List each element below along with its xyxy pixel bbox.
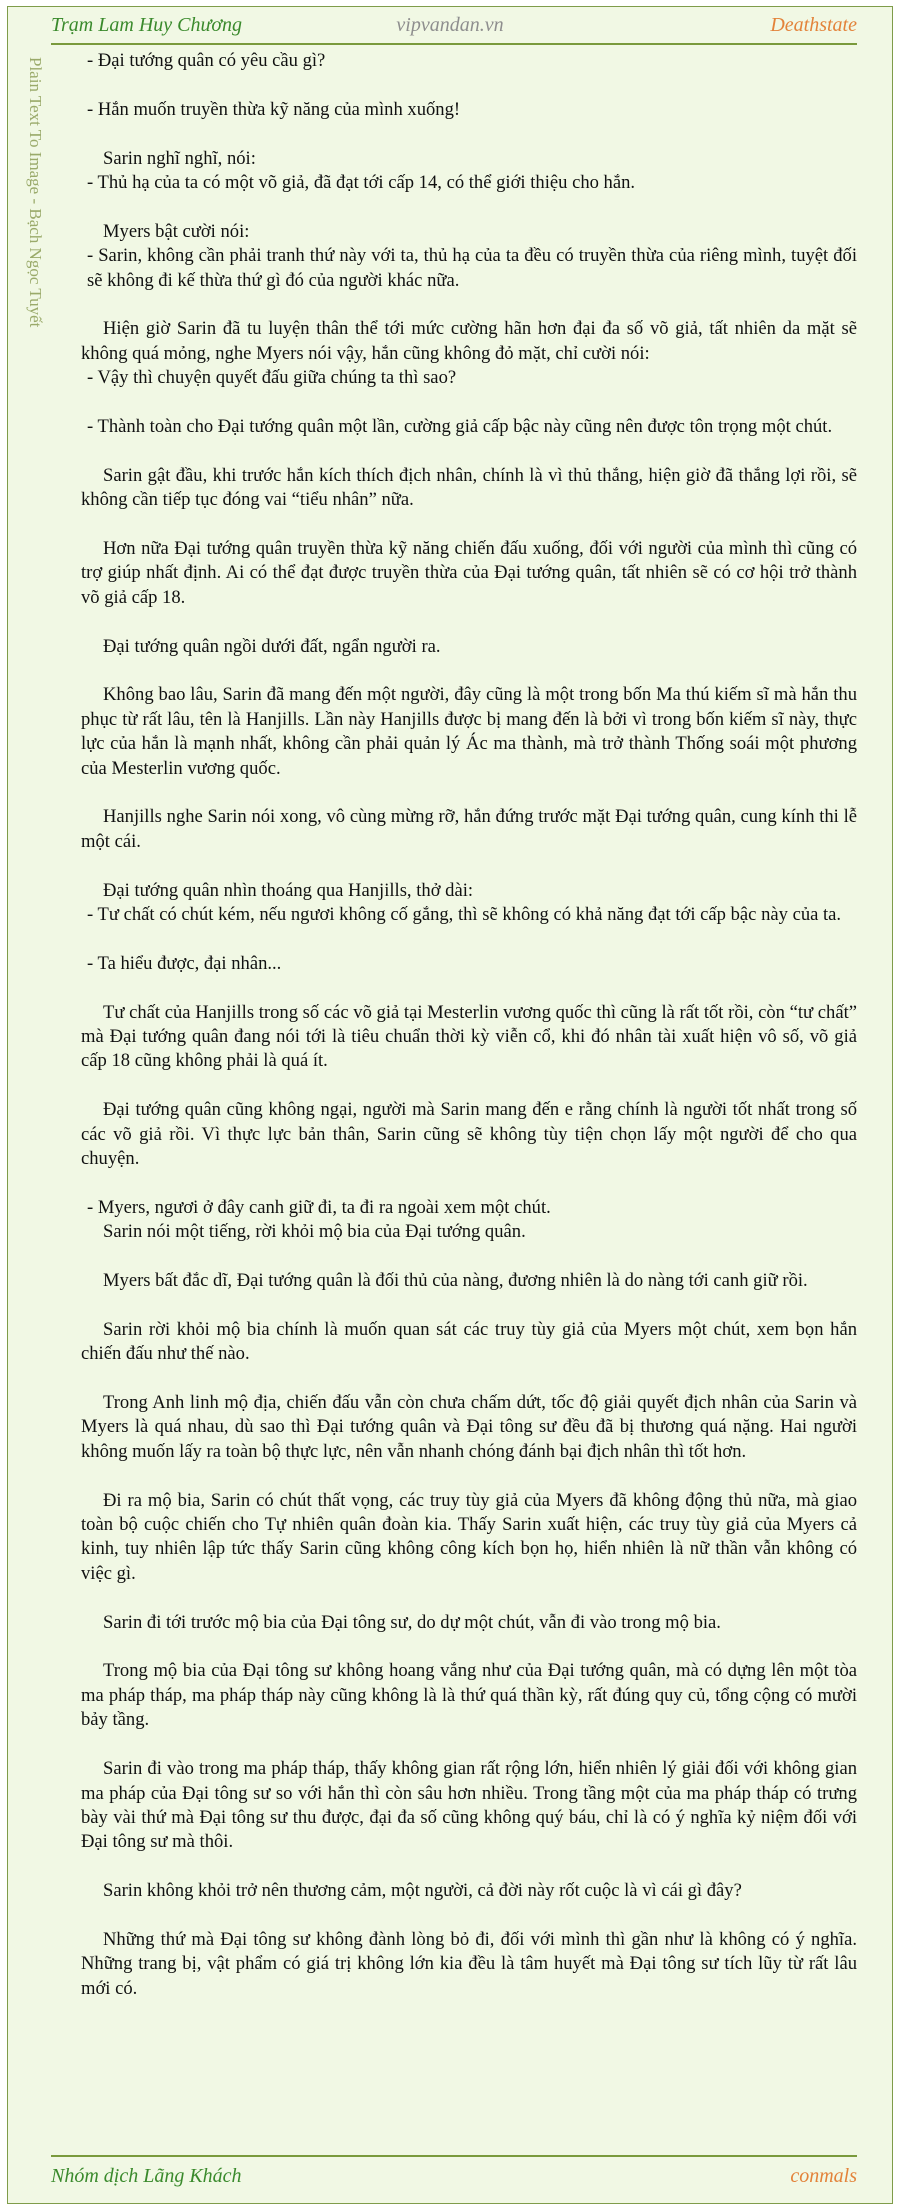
paragraph-gap <box>81 854 857 878</box>
page-header <box>8 7 892 43</box>
page-footer <box>8 2159 892 2195</box>
header-translator-group: Trạm Lam Huy Chương <box>51 14 243 36</box>
paragraph-line: Những thứ mà Đại tông sư không đành lòng bỏ đi, đối với mình thì gần như là không có ý nghĩa. Những trang bị, vật phẩm có giá trị không lớn kia đều là tâm huyết mà Đại tông sư tích lũy từ rất lâu mới có. <box>81 1928 857 1999</box>
paragraph-line: - Ta hiểu được, đại nhân... <box>87 952 282 974</box>
paragraph-gap <box>81 1171 857 1195</box>
story-text <box>81 49 857 2001</box>
paragraph-gap <box>81 293 857 317</box>
footer-editor: conmals <box>790 2165 857 2187</box>
paragraph-line: Sarin đi vào trong ma pháp tháp, thấy không gian rất rộng lớn, hiển nhiên lý giải đối với không gian ma pháp của Đại tông sư so với hắn thì còn sâu hơn nhiều. Trong tầng một của ma pháp tháp có trưng bày vài thứ mà Đại tông sư thu được, đại đa số cũng không quý báu, chỉ là có ý nghĩa kỷ niệm đối với Đại tông sư mà thôi. <box>81 1758 857 1853</box>
footer-divider <box>51 2155 857 2157</box>
header-site-name: vipvandan.vn <box>396 14 504 36</box>
paragraph-line: - Sarin, không cần phải tranh thứ này với ta, thủ hạ của ta đều có truyền thừa của riêng mình, tuyệt đối sẽ không đi kế thừa thứ gì đó của người khác nữa. <box>87 245 857 291</box>
paragraph-line: - Thủ hạ của ta có một võ giả, đã đạt tới cấp 14, có thể giới thiệu cho hắn. <box>87 172 636 193</box>
paragraph-gap <box>81 927 857 951</box>
paragraph-line: Đại tướng quân ngồi dưới đất, ngẩn người ra. <box>103 635 441 657</box>
page-frame <box>7 6 893 2204</box>
footer-translator: Nhóm dịch Lãng Khách <box>51 2165 242 2187</box>
paragraph-line: Sarin nghĩ nghĩ, nói: <box>103 147 256 169</box>
paragraph-gap <box>81 1293 857 1317</box>
paragraph-gap <box>81 976 857 1000</box>
paragraph-gap <box>81 1367 857 1391</box>
sidebar <box>17 57 45 477</box>
paragraph-line: Hanjills nghe Sarin nói xong, vô cùng mừng rỡ, hắn đứng trước mặt Đại tướng quân, cung kính thi lễ một cái. <box>81 806 857 852</box>
header-author: Deathstate <box>770 14 857 36</box>
paragraph-gap <box>81 610 857 634</box>
paragraph-gap <box>81 391 857 415</box>
paragraph-line: Hơn nữa Đại tướng quân truyền thừa kỹ năng chiến đấu xuống, đối với người của mình thì cũng có trợ giúp nhất định. Ai có thể đạt được truyền thừa của Đại tướng quân, tất nhiên sẽ có cơ hội trở thành võ giả cấp 18. <box>81 538 857 608</box>
paragraph-gap <box>81 1904 857 1928</box>
paragraph-line: Đại tướng quân cũng không ngại, người mà Sarin mang đến e rằng chính là người tốt nhất trong số các võ giả rồi. Vì thực lực bản thân, Sarin cũng sẽ không tùy tiện chọn lấy một người để cho qua chuyện. <box>81 1099 857 1170</box>
paragraph-gap <box>81 73 857 97</box>
paragraph-line: - Vậy thì chuyện quyết đấu giữa chúng ta thì sao? <box>87 367 457 389</box>
paragraph-line: - Hắn muốn truyền thừa kỹ năng của mình xuống! <box>87 98 461 120</box>
paragraph-gap <box>81 513 857 537</box>
paragraph-line: Sarin gật đầu, khi trước hắn kích thích địch nhân, chính là vì thủ thắng, hiện giờ đã thắng lợi rồi, sẽ không cần tiếp tục đóng vai “tiểu nhân” nữa. <box>81 464 857 511</box>
paragraph-gap <box>81 1464 857 1488</box>
paragraph-gap <box>81 1635 857 1659</box>
paragraph-gap <box>81 1855 857 1879</box>
paragraph-line: Sarin nói một tiếng, rời khỏi mộ bia của Đại tướng quân. <box>103 1221 526 1243</box>
paragraph-line: - Đại tướng quân có yêu cầu gì? <box>87 50 326 71</box>
paragraph-line: - Thành toàn cho Đại tướng quân một lần, cường giả cấp bậc này cũng nên được tôn trọng một chút. <box>87 416 833 438</box>
paragraph-gap <box>81 781 857 805</box>
paragraph-line: Hiện giờ Sarin đã tu luyện thân thể tới mức cường hãn hơn đại đa số võ giả, tất nhiên da mặt sẽ không quá mỏng, nghe Myers nói vậy, hắn cũng không đỏ mặt, chỉ cười nói: <box>81 318 857 364</box>
paragraph-line: - Myers, ngươi ở đây canh giữ đi, ta đi ra ngoài xem một chút. <box>87 1196 551 1218</box>
paragraph-gap <box>81 1245 857 1269</box>
paragraph-line: Không bao lâu, Sarin đã mang đến một người, đây cũng là một trong bốn Ma thú kiếm sĩ mà hắn thu phục từ rất lâu, tên là Hanjills. Lần này Hanjills được bị mang đến là bởi vì trong bốn kiếm sĩ này, thực lực của hắn là mạnh nhất, không cần phải quản lý Ác ma thành, mà trở thành Thống soái một phương của Mesterlin vương quốc. <box>81 684 857 779</box>
paragraph-line: Đi ra mộ bia, Sarin có chút thất vọng, các truy tùy giả của Myers đã không động thủ nữa, mà giao toàn bộ cuộc chiến cho Tự nhiên quân đoàn kia. Thấy Sarin xuất hiện, các truy tùy giả của Myers cả kinh, tuy nhiên lập tức thấy Sarin cũng không công kích bọn họ, hiển nhiên là nữ thần vẫn không có việc gì. <box>81 1489 857 1584</box>
paragraph-line: Sarin không khỏi trở nên thương cảm, một người, cả đời này rốt cuộc là vì cái gì đây? <box>103 1880 742 1902</box>
paragraph-line: Myers bật cười nói: <box>103 220 250 242</box>
paragraph-line: Sarin rời khỏi mộ bia chính là muốn quan sát các truy tùy giả của Myers một chút, xem bọn hắn chiến đấu như thế nào. <box>81 1318 857 1365</box>
paragraph-gap <box>81 122 857 146</box>
paragraph-gap <box>81 659 857 683</box>
paragraph-line: Trong mộ bia của Đại tông sư không hoang vắng như của Đại tướng quân, mà có dựng lên một tòa ma pháp tháp, ma pháp tháp này cũng không là là thứ quá thần kỳ, rất đúng quy củ, tổng cộng có mười bảy tầng. <box>81 1660 857 1731</box>
paragraph-line: Myers bất đắc dĩ, Đại tướng quân là đối thủ của nàng, đương nhiên là do nàng tới canh giữ rồi. <box>103 1270 808 1292</box>
paragraph-gap <box>81 1074 857 1098</box>
paragraph-line: Tư chất của Hanjills trong số các võ giả tại Mesterlin vương quốc thì cũng là rất tốt rồi, còn “tư chất” mà Đại tướng quân đang nói tới là tiêu chuẩn thời kỳ viễn cổ, khi đó nhân tài xuất hiện vô số, võ giả cấp 18 cũng không phải là quá ít. <box>81 1001 857 1072</box>
paragraph-line: Trong Anh linh mộ địa, chiến đấu vẫn còn chưa chấm dứt, tốc độ giải quyết địch nhân của Sarin và Myers là quá nhau, dù sao thì Đại tướng quân và Đại tông sư đều đã bị thương quá nặng. Hai người không muốn lấy ra toàn bộ thực lực, nên vẫn nhanh chóng đánh bại địch nhân thì tốt hơn. <box>81 1392 857 1462</box>
header-divider <box>51 43 857 45</box>
sidebar-credit: Plain Text To Image - Bạch Ngọc Tuyết <box>26 57 45 328</box>
paragraph-gap <box>81 195 857 219</box>
paragraph-gap <box>81 1586 857 1610</box>
paragraph-gap <box>81 439 857 463</box>
paragraph-gap <box>81 1733 857 1757</box>
paragraph-line: - Tư chất có chút kém, nếu ngươi không cố gắng, thì sẽ không có khả năng đạt tới cấp bậc này của ta. <box>87 904 842 926</box>
paragraph-line: Đại tướng quân nhìn thoáng qua Hanjills, thở dài: <box>103 879 474 901</box>
paragraph-line: Sarin đi tới trước mộ bia của Đại tông sư, do dự một chút, vẫn đi vào trong mộ bia. <box>103 1611 721 1633</box>
